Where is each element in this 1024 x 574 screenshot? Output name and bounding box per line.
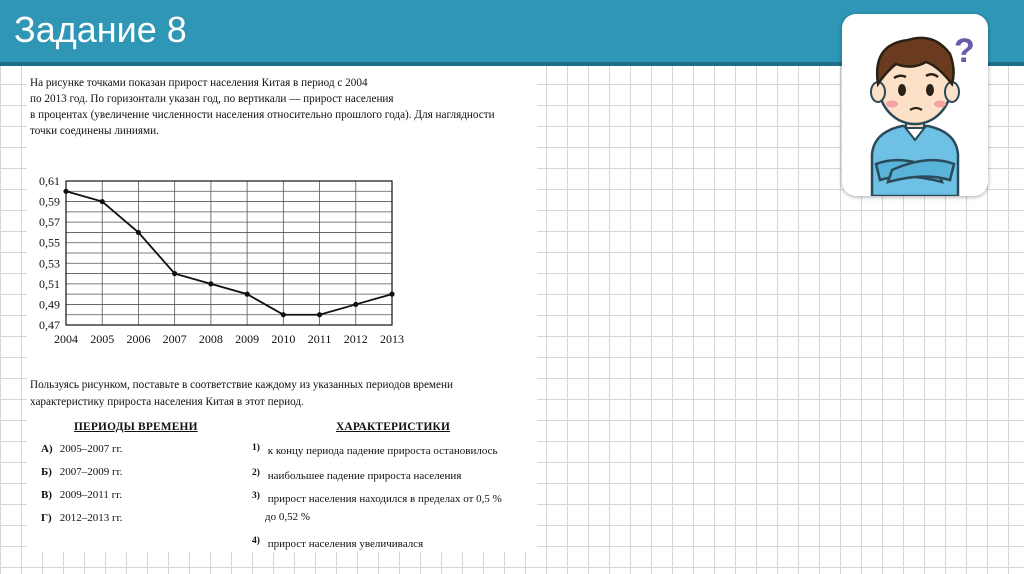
period-text: 2009–2011 гг. (59, 489, 123, 501)
x-tick-label: 2009 (235, 332, 260, 346)
period-item (41, 489, 122, 501)
characteristic-item (252, 536, 423, 550)
data-point (389, 292, 394, 297)
period-mark: Г) (41, 512, 52, 524)
intro-line: в процентах (увеличение численности населения относительно прошлого года). Для наглядности (30, 109, 495, 121)
period-text: 2005–2007 гг. (59, 443, 123, 455)
period-mark: Б) (41, 466, 52, 478)
x-tick-label: 2011 (307, 332, 332, 346)
characteristics-header: ХАРАКТЕРИСТИКИ (336, 421, 451, 433)
characteristic-number: 2) (252, 468, 260, 478)
x-tick-label: 2013 (380, 332, 404, 346)
characteristic-continuation: до 0,52 % (265, 511, 311, 523)
periods-header: ПЕРИОДЫ ВРЕМЕНИ (74, 421, 198, 433)
slide-title: Задание 8 (14, 9, 187, 50)
characteristic-item (252, 491, 502, 505)
characteristic-item (252, 468, 461, 482)
characteristic-item (252, 443, 498, 457)
period-mark: В) (41, 489, 52, 501)
x-tick-label: 2010 (271, 332, 296, 346)
avatar-card (842, 14, 988, 196)
svg-text:?: ? (954, 32, 975, 70)
population-growth-chart (27, 171, 407, 351)
characteristic-number: 4) (252, 536, 260, 546)
y-tick-label: 0,49 (39, 297, 60, 312)
data-point (208, 281, 213, 286)
period-mark: А) (41, 443, 53, 455)
thinking-boy-icon (842, 14, 988, 196)
x-tick-label: 2005 (90, 332, 115, 346)
data-point (245, 292, 250, 297)
x-tick-label: 2012 (343, 332, 368, 346)
data-point (172, 271, 177, 276)
data-point (100, 199, 105, 204)
period-item (41, 466, 123, 478)
period-text: 2007–2009 гг. (59, 466, 123, 478)
characteristic-number: 3) (252, 491, 260, 501)
period-item (41, 512, 123, 524)
question-text (30, 377, 530, 411)
y-tick-label: 0,47 (39, 318, 60, 332)
x-tick-label: 2006 (126, 332, 151, 346)
question-line: Пользуясь рисунком, поставьте в соответствие каждому из указанных периодов времени (30, 379, 453, 391)
intro-line: На рисунке точками показан прирост населения Китая в период с 2004 (30, 77, 368, 89)
y-tick-label: 0,51 (39, 276, 60, 291)
task-document (27, 66, 537, 552)
data-point (63, 189, 68, 194)
intro-line: по 2013 год. По горизонтали указан год, по вертикали — прирост населения (30, 93, 394, 105)
characteristic-text: прирост населения находился в пределах от 0,5 % (267, 493, 502, 505)
intro-line: точки соединены линиями. (30, 125, 159, 137)
x-tick-label: 2004 (54, 332, 78, 346)
y-tick-label: 0,61 (39, 174, 60, 188)
period-text: 2012–2013 гг. (59, 512, 123, 524)
characteristic-text: прирост населения увеличивался (267, 538, 424, 550)
problem-intro (30, 75, 530, 139)
period-item (41, 443, 123, 455)
characteristic-text: к концу периода падение прироста остановилось (267, 445, 498, 457)
y-tick-label: 0,55 (39, 235, 60, 250)
y-tick-label: 0,57 (39, 215, 60, 230)
y-tick-label: 0,59 (39, 194, 60, 209)
data-point (281, 312, 286, 317)
data-point (136, 230, 141, 235)
data-point (317, 312, 322, 317)
characteristic-number: 1) (252, 443, 260, 453)
characteristic-text: наибольшее падение прироста населения (267, 470, 462, 482)
question-line: характеристику прироста населения Китая в этот период. (30, 396, 304, 408)
x-tick-label: 2007 (162, 332, 187, 346)
x-tick-label: 2008 (198, 332, 223, 346)
data-point (353, 302, 358, 307)
y-tick-label: 0,53 (39, 256, 60, 271)
